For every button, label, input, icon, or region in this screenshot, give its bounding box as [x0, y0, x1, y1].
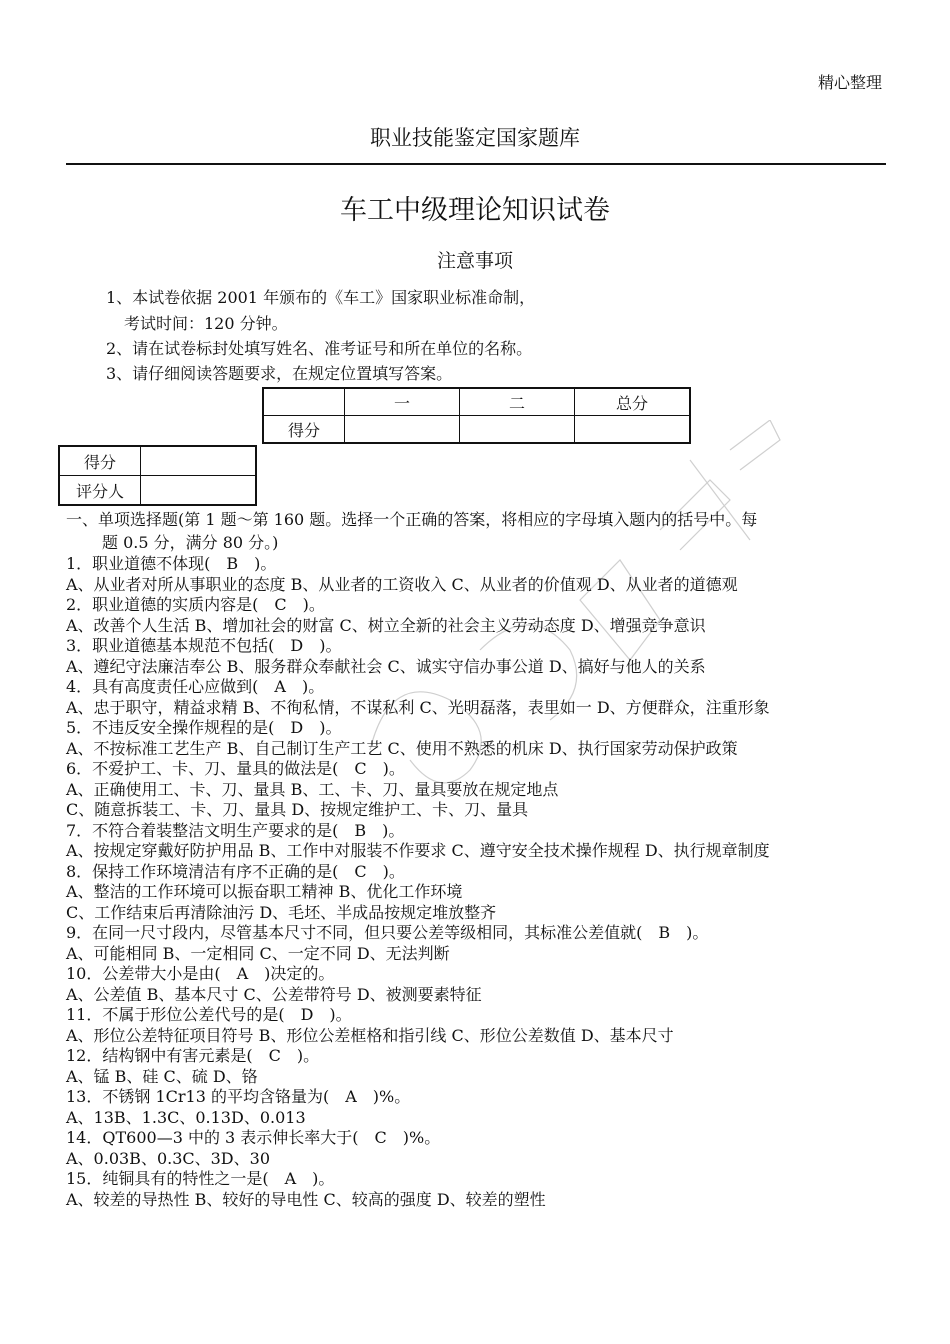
- question-line: 10．公差带大小是由( A )决定的。: [66, 964, 335, 983]
- question-line: 11．不属于形位公差代号的是( D )。: [66, 1005, 352, 1024]
- score-header-part-2: 二: [460, 388, 575, 416]
- exam-title: 车工中级理论知识试卷: [340, 195, 610, 226]
- question-line: 12．结构钢中有害元素是( C )。: [66, 1046, 320, 1065]
- options-line: A、不按标准工艺生产 B、自己制订生产工艺 C、使用不熟悉的机床 D、执行国家劳动保护政策: [66, 738, 738, 758]
- score-header-part-1: 一: [345, 388, 460, 416]
- question-line: 13．不锈钢 1Cr13 的平均含铬量为( A )%。: [66, 1087, 411, 1106]
- options-line: A、锰 B、硅 C、硫 D、铬: [66, 1066, 258, 1086]
- options-line: A、13B、1.3C、0.13D、0.013: [66, 1107, 306, 1127]
- score-header-total: 总分: [575, 388, 691, 416]
- score-header-blank: [263, 388, 345, 416]
- grader-score-cell[interactable]: [141, 446, 257, 476]
- score-table: [262, 387, 691, 444]
- question-line: 4．具有高度责任心应做到( A )。: [66, 677, 325, 696]
- score-cell-part-2[interactable]: [460, 416, 575, 444]
- notice-item-1: 1、本试卷依据 2001 年颁布的《车工》国家职业标准命制，: [106, 288, 536, 307]
- score-cell-part-1[interactable]: [345, 416, 460, 444]
- question-line: 3．职业道德基本规范不包括( D )。: [66, 636, 342, 655]
- options-line: A、忠于职守，精益求精 B、不徇私情，不谋私利 C、光明磊落，表里如一 D、方便群众，注重形象: [66, 697, 770, 717]
- options-line: A、整洁的工作环境可以振奋职工精神 B、优化工作环境: [66, 882, 463, 901]
- notice-title: 注意事项: [436, 250, 513, 272]
- grader-name-cell[interactable]: [141, 476, 257, 506]
- options-line: A、0.03B、0.3C、3D、30: [66, 1148, 270, 1168]
- notice-item-1-cont: 考试时间：120 分钟。: [124, 314, 288, 333]
- grader-name-label: 评分人: [59, 476, 141, 506]
- options-line: A、正确使用工、卡、刀、量具 B、工、卡、刀、量具要放在规定地点: [66, 779, 559, 799]
- score-row-label: 得分: [263, 416, 345, 444]
- question-line: 7．不符合着装整洁文明生产要求的是( B )。: [66, 820, 405, 840]
- options-line: A、较差的导热性 B、较好的导电性 C、较高的强度 D、较差的塑性: [66, 1189, 546, 1209]
- options-line: C、工作结束后再清除油污 D、毛坯、半成品按规定堆放整齐: [66, 902, 497, 922]
- grader-table: [58, 445, 257, 506]
- options-line: A、公差值 B、基本尺寸 C、公差带符号 D、被测要素特征: [66, 984, 482, 1004]
- question-line: 14．QT600—3 中的 3 表示伸长率大于( C )%。: [66, 1128, 441, 1147]
- question-line: 8．保持工作环境清洁有序不正确的是( C )。: [66, 861, 405, 881]
- question-line: 9．在同一尺寸段内，尽管基本尺寸不同，但只要公差等级相同，其标准公差值就( B )。: [66, 923, 709, 942]
- section-title: 一、单项选择题(第 1 题～第 160 题。选择一个正确的答案，将相应的字母填入题内的括号中。每: [66, 510, 758, 529]
- question-line: 6．不爱护工、卡、刀、量具的做法是( C )。: [66, 759, 405, 778]
- question-line: 2．职业道德的实质内容是( C )。: [66, 595, 325, 614]
- header-divider: [66, 163, 886, 165]
- section-instructions: [66, 508, 888, 554]
- question-list: [66, 554, 770, 1210]
- options-line: A、改善个人生活 B、增加社会的财富 C、树立全新的社会主义劳动态度 D、增强竞争意识: [66, 615, 706, 635]
- notice-item-2: 2、请在试卷标封处填写姓名、准考证号和所在单位的名称。: [106, 339, 533, 358]
- score-cell-total[interactable]: [575, 416, 691, 444]
- grader-score-label: 得分: [59, 446, 141, 476]
- options-line: A、按规定穿戴好防护用品 B、工作中对服装不作要求 C、遵守安全技术操作规程 D、执行规章制度: [66, 841, 770, 860]
- question-line: 15．纯铜具有的特性之一是( A )。: [66, 1169, 335, 1188]
- question-line: 5．不违反安全操作规程的是( D )。: [66, 718, 342, 737]
- options-line: C、随意拆装工、卡、刀、量具 D、按规定维护工、卡、刀、量具: [66, 800, 529, 819]
- notice-item-3: 3、请仔细阅读答题要求，在规定位置填写答案。: [106, 364, 453, 383]
- options-line: A、遵纪守法廉洁奉公 B、服务群众奉献社会 C、诚实守信办事公道 D、搞好与他人的关系: [66, 656, 706, 676]
- question-line: 1．职业道德不体现( B )。: [66, 554, 277, 573]
- options-line: A、形位公差特征项目符号 B、形位公差框格和指引线 C、形位公差数值 D、基本尺寸: [66, 1025, 674, 1045]
- section-title-cont: 题 0.5 分，满分 80 分。): [102, 533, 279, 552]
- question-bank-title: 职业技能鉴定国家题库: [370, 126, 580, 150]
- options-line: A、可能相同 B、一定相同 C、一定不同 D、无法判断: [66, 943, 450, 963]
- corner-note: 精心整理: [817, 73, 882, 92]
- options-line: A、从业者对所从事职业的态度 B、从业者的工资收入 C、从业者的价值观 D、从业者的道德观: [66, 574, 738, 594]
